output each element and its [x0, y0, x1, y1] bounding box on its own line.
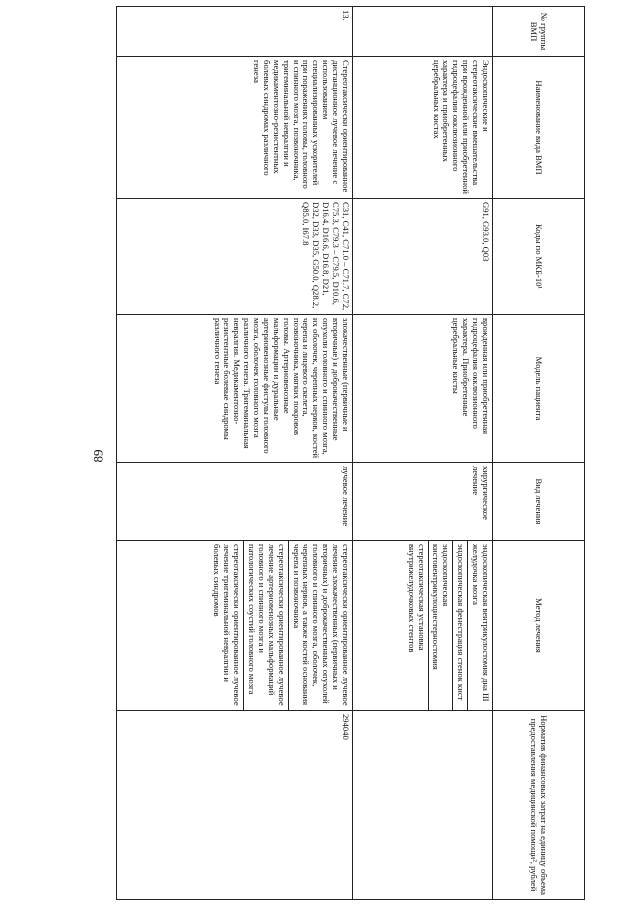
header-type: Вид лечения — [493, 463, 585, 541]
header-norm: Норматив финансовых затрат на единицу объема предоставления медицинской помощи², рублей — [493, 711, 585, 900]
table-row — [353, 7, 493, 900]
method-item: эндоскопическая вентрикулостомия дна III желудочка мозга — [467, 541, 492, 710]
method-item: эндоскопическая фенестрация стенок кист — [452, 541, 467, 710]
cell-name: Стереотаксически ориентированное дистанционное лучевое лечение с использованием специализированных ускорителей при поражениях головы, головного и спинного мозга, позвоночника, тригеминальной невралгии и медикаментозно-резистентных болевых синдромах различного генеза — [117, 57, 353, 199]
method-item: эндоскопическая кистовентрикулоциестерностомия — [428, 541, 453, 710]
cell-model: злокачественные (первичные и вторичные) и доброкачественные опухоли головного и спинного мозга, их оболочек, черепных нервов, костей черепа и лицевого скелета, позвоночника, мягких покровов головы. Артериовенозные мальформации и дуральные артериовенозные фистулы головного мозга, оболочек головного мозга различного генеза. Тригеминальная невралгия. Медикаментозно-резистентные болевые синдромы различного генеза — [117, 315, 353, 463]
table-header-row — [493, 7, 585, 900]
document-table-container — [117, 6, 585, 899]
cell-type: хирургическое лечение — [353, 463, 493, 541]
header-method: Метод лечения — [493, 541, 585, 711]
header-model: Модель пациента — [493, 315, 585, 463]
cell-num — [353, 7, 493, 57]
cell-num: 13. — [117, 7, 353, 57]
header-name: Наименование вида ВМП — [493, 57, 585, 199]
page-number: 89 — [90, 449, 106, 463]
cell-methods — [353, 541, 493, 711]
method-item: стереотаксическая установка внутрижелудочковых стентов — [406, 544, 427, 653]
method-item: стереотаксически ориентированное лучевое лечение артериовенозных мальформаций головного и спинного мозга и патологических соустий головного мозга — [243, 541, 288, 710]
header-codes: Коды по МКБ-10¹ — [493, 199, 585, 315]
cell-methods — [117, 541, 353, 711]
table-row — [117, 7, 353, 900]
cell-norm: 294040 — [117, 711, 353, 900]
cell-codes: C31, C41, C71.0 – C71.7, C72, C75.3, C79.3 – C79.5, D10.6, D16.4, D16.6, D16.8, D21, D32, D33, D35, G50.0, Q28.2, Q85.0, I67.8 — [117, 199, 353, 315]
cell-model: врожденная или приобретенная гидроцефалия окклюзионного характера. Приобретенные церебральные кисты — [353, 315, 493, 463]
vmp-table — [116, 6, 585, 900]
method-item: стереотаксически ориентированное лучевое лечение злокачественных (первичных и вторичных) и доброкачественных опухолей головного и спинного мозга, оболочек, черепных нервов, а также костей основания черепа и позвоночника — [288, 541, 352, 710]
method-item: стереотаксически ориентированное лучевое лечение тригеминальной невралгии и болевых синдромов — [212, 544, 243, 706]
cell-norm — [353, 711, 493, 900]
cell-name: Эндоскопические и стереотаксические вмешательства при врожденной или приобретенной гидроцефалии окклюзионного характера и приобретенных церебральных кистах — [353, 57, 493, 199]
header-num: № группы ВМП — [493, 7, 585, 57]
cell-type: лучевое лечение — [117, 463, 353, 541]
cell-codes: G91, G93.0, Q03 — [353, 199, 493, 315]
